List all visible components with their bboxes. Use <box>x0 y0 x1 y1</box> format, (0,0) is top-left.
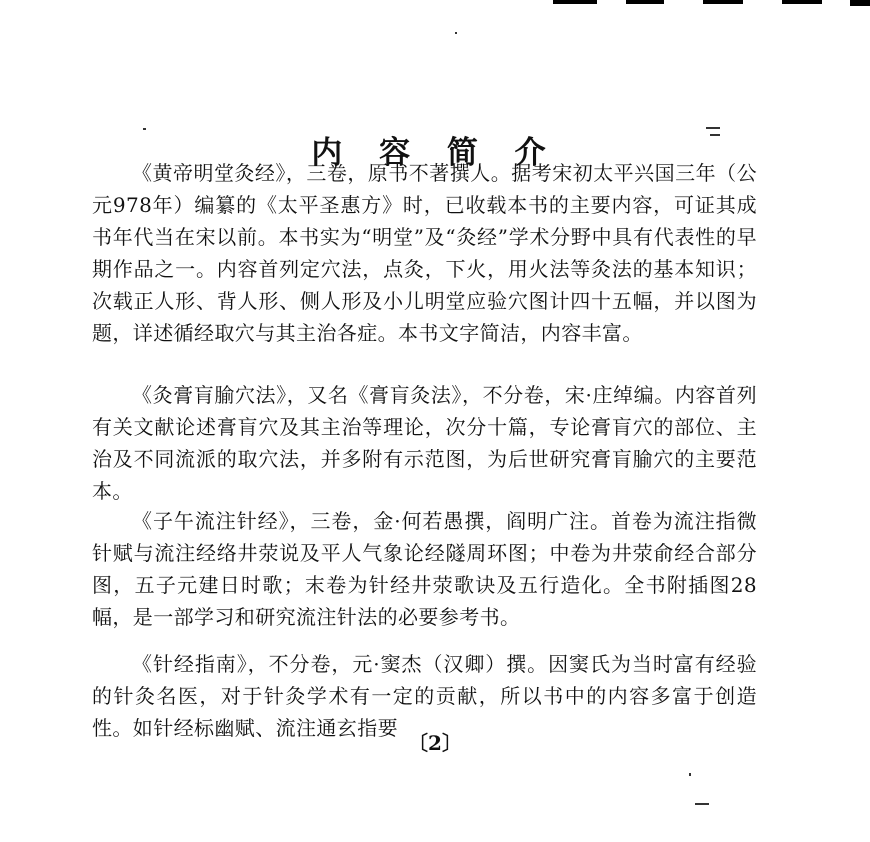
scan-speck <box>689 773 691 776</box>
scan-speck <box>695 803 709 805</box>
scan-edge-mark <box>782 0 822 4</box>
scan-edge-mark <box>626 0 664 4</box>
paragraph: 《灸膏肓腧穴法》，又名《膏肓灸法》，不分卷，宋·庄绰编。内容首列有关文献论述膏肓穴及其主治等理论，次分十篇，专论膏肓穴的部位、主治及不同流派的取穴法，并多附有示范图，为后世研究膏肓腧穴的主要范本。 <box>92 383 757 503</box>
scan-speck <box>706 127 720 129</box>
paragraph: 《黄帝明堂灸经》，三卷，原书不著撰人。据考宋初太平兴国三年（公元978年）编纂的《太平圣惠方》时，已收载本书的主要内容，可证其成书年代当在宋以前。本书实为“明堂”及“灸经”学术分野中具有代表性的早期作品之一。内容首列定穴法，点灸，下火，用火法等灸法的基本知识；次载正人形、背人形、侧人形及小儿明堂应验穴图计四十五幅，并以图为题，详述循经取穴与其主治各症。本书文字简洁，内容丰富。 <box>92 161 757 345</box>
scan-edge-mark <box>703 0 743 4</box>
paragraph: 《针经指南》，不分卷，元·窦杰（汉卿）撰。因窦氏为当时富有经验的针灸名医，对于针灸学术有一定的贡献，所以书中的内容多富于创造性。如针经标幽赋、流注通玄指要 <box>92 652 757 740</box>
scan-edge-mark <box>553 0 597 4</box>
scan-speck <box>455 32 457 34</box>
scan-speck <box>143 128 146 130</box>
page-number: 〔2〕 <box>408 731 462 755</box>
paragraph: 《子午流注针经》，三卷，金·何若愚撰，阎明广注。首卷为流注指微针赋与流注经络井荥说及平人气象论经隧周环图；中卷为井荥俞经合部分图，五子元建日时歌；末卷为针经井荥歌诀及五行造化。全书附插图28幅，是一部学习和研究流注针法的必要参考书。 <box>92 509 757 629</box>
page-title: 内 容 简 介 <box>311 134 559 171</box>
scan-edge-mark <box>850 0 870 6</box>
